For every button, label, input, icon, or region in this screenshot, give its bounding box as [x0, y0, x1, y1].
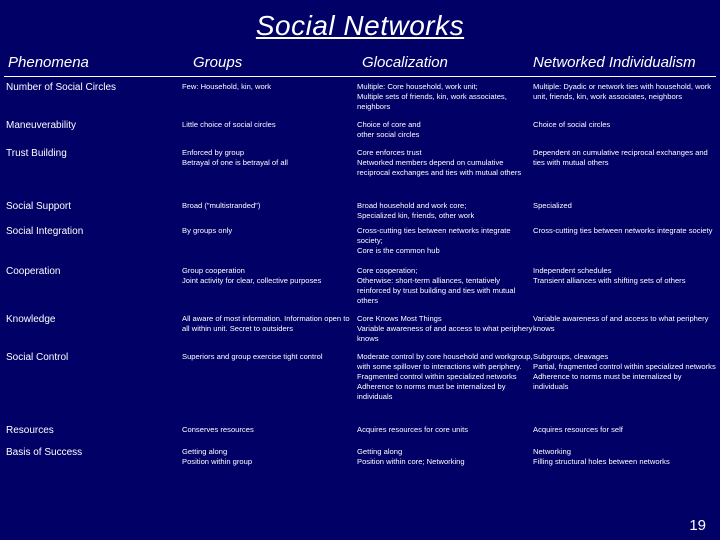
row-groups-cell: By groups only	[182, 226, 233, 235]
header-groups: Groups	[193, 54, 243, 71]
row-glocalization-cell: Broad household and work core; Specialized kin, friends, other work	[357, 201, 475, 220]
row-glocalization-cell: Moderate control by core household and workgroup, with some spillover to interactions with periphery. Fragmented control within specialized networks Adherence to norms must be internalized by individuals	[357, 352, 533, 401]
comparison-table	[6, 82, 716, 477]
row-glocalization-cell: Choice of core and other social circles	[357, 120, 421, 139]
page-number: 19	[689, 517, 706, 534]
table-row	[6, 148, 716, 201]
table-row	[6, 447, 716, 477]
row-groups-cell: All aware of most information. Information open to all within unit. Secret to outsiders	[182, 314, 350, 333]
row-groups-cell: Enforced by group Betrayal of one is betrayal of all	[182, 148, 288, 167]
row-phenomenon: Maneuverability	[6, 120, 77, 131]
row-networked-cell: Cross-cutting ties between networks integrate society	[533, 226, 713, 235]
table-row	[6, 201, 716, 226]
row-networked-cell: Choice of social circles	[533, 120, 611, 129]
header-divider	[4, 76, 716, 77]
row-glocalization-cell: Core cooperation; Otherwise: short-term alliances, tentatively reinforced by trust building and ties with mutual others	[357, 266, 516, 305]
table-row	[6, 82, 716, 120]
row-networked-cell: Dependent on cumulative reciprocal exchanges and ties with mutual others	[533, 148, 708, 167]
row-phenomenon: Basis of Success	[6, 447, 83, 458]
header-phenomena: Phenomena	[8, 54, 89, 71]
row-glocalization-cell: Getting along Position within core; Networking	[357, 447, 465, 466]
row-groups-cell: Few: Household, kin, work	[182, 82, 272, 91]
row-networked-cell: Networking Filling structural holes between networks	[533, 447, 670, 466]
row-groups-cell: Group cooperation Joint activity for clear, collective purposes	[182, 266, 322, 285]
row-phenomenon: Social Integration	[6, 226, 84, 237]
row-phenomenon: Social Support	[6, 201, 72, 212]
row-phenomenon: Knowledge	[6, 314, 56, 325]
table-row	[6, 120, 716, 148]
row-glocalization-cell: Core Knows Most Things Variable awareness of and access to what periphery knows	[357, 314, 533, 343]
row-networked-cell: Independent schedules Transient alliances with shifting sets of others	[533, 266, 686, 285]
slide-title: Social Networks	[255, 10, 465, 41]
row-phenomenon: Cooperation	[6, 266, 61, 277]
row-glocalization-cell: Multiple: Core household, work unit; Multiple sets of friends, kin, work associates, neighbors	[357, 82, 507, 111]
row-networked-cell: Variable awareness of and access to what periphery knows	[533, 314, 709, 333]
row-glocalization-cell: Core enforces trust Networked members depend on cumulative reciprocal exchanges and ties with mutual others	[357, 148, 522, 177]
row-phenomenon: Resources	[6, 425, 54, 436]
row-networked-cell: Subgroups, cleavages Partial, fragmented control within specialized networks Adherence to norms must be internalized by individuals	[533, 352, 716, 391]
row-phenomenon: Number of Social Circles	[6, 82, 117, 93]
row-groups-cell: Little choice of social circles	[182, 120, 276, 129]
row-groups-cell: Broad ("multistranded")	[182, 201, 261, 210]
table-row	[6, 266, 716, 314]
row-groups-cell: Conserves resources	[182, 425, 254, 434]
header-glocalization: Glocalization	[362, 54, 448, 71]
row-networked-cell: Specialized	[533, 201, 572, 210]
header-networked-individualism: Networked Individualism	[533, 54, 696, 71]
table-row	[6, 425, 716, 447]
row-groups-cell: Superiors and group exercise tight control	[182, 352, 323, 361]
table-row	[6, 352, 716, 425]
row-networked-cell: Multiple: Dyadic or network ties with household, work unit, friends, kin, work associates, neighbors	[533, 82, 712, 101]
row-glocalization-cell: Cross-cutting ties between networks integrate society; Core is the common hub	[357, 226, 511, 255]
row-glocalization-cell: Acquires resources for core units	[357, 425, 468, 434]
row-groups-cell: Getting along Position within group	[182, 447, 253, 466]
row-phenomenon: Social Control	[6, 352, 69, 363]
table-row	[6, 226, 716, 266]
table-row	[6, 314, 716, 352]
row-networked-cell: Acquires resources for self	[533, 425, 623, 434]
row-phenomenon: Trust Building	[6, 148, 67, 159]
